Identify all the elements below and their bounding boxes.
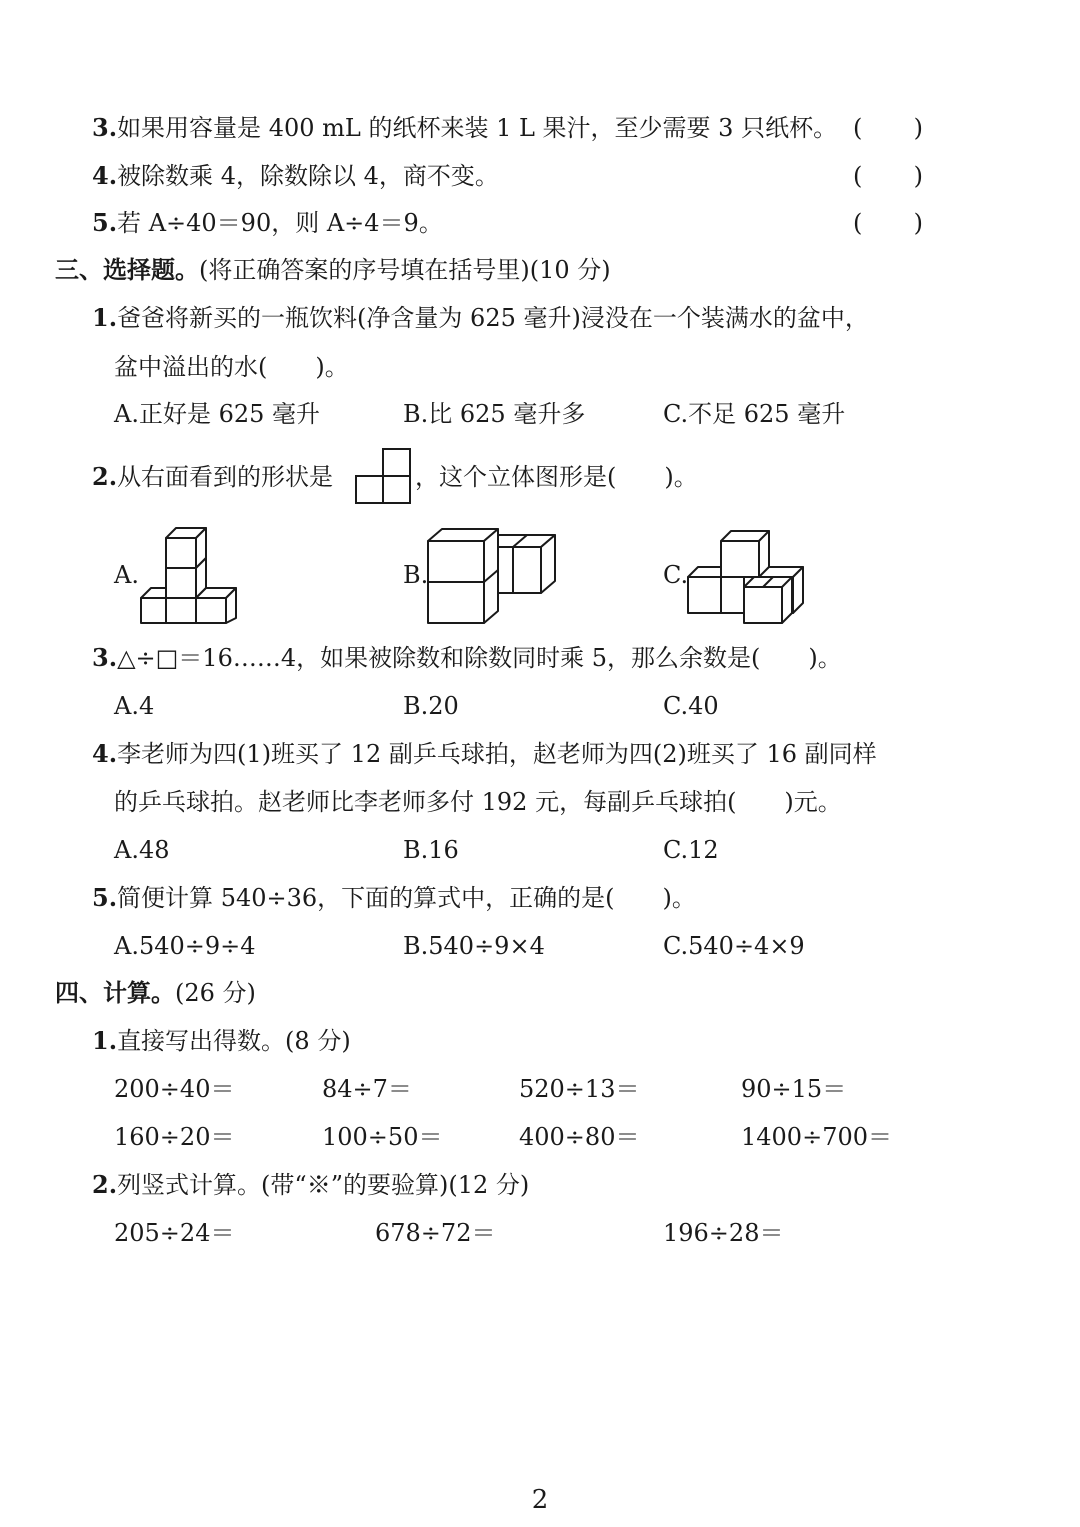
calc-expression: 100÷50＝ <box>322 1123 443 1151</box>
item-number: 5. <box>92 208 118 237</box>
section-title: 四、计算。 <box>55 978 175 1007</box>
choice-q2-line-before <box>92 462 333 492</box>
item-number: 5. <box>92 883 118 912</box>
calc-expression: 196÷28＝ <box>663 1219 784 1247</box>
item-text: 李老师为四(1)班买了 12 副乒乓球拍，赵老师为四(2)班买了 16 副同样 <box>117 740 877 768</box>
judge-item-5 <box>92 208 443 238</box>
section-note: (26 分) <box>175 979 256 1007</box>
section-calc-heading <box>55 978 256 1008</box>
choice-q1-line2: 盆中溢出的水( )。 <box>114 353 349 381</box>
item-number: 2. <box>92 1170 118 1199</box>
cube-stack-c-icon <box>685 525 810 625</box>
choice-q1-option-c[interactable]: C.不足 625 毫升 <box>663 400 846 428</box>
choice-q5-option-a[interactable]: A.540÷9÷4 <box>114 932 256 960</box>
item-number: 4. <box>92 739 118 768</box>
item-text: 爸爸将新买的一瓶饮料(净含量为 625 毫升)浸没在一个装满水的盆中， <box>117 304 869 332</box>
choice-q5-option-c[interactable]: C.540÷4×9 <box>663 932 805 960</box>
item-text: 被除数乘 4，除数除以 4，商不变。 <box>117 162 499 190</box>
calc-expression: 1400÷700＝ <box>741 1123 892 1151</box>
item-text: 从右面看到的形状是 <box>117 463 334 491</box>
close-paren: ) <box>913 114 923 142</box>
calc-expression: 205÷24＝ <box>114 1219 235 1247</box>
section-title: 三、选择题。 <box>55 255 199 284</box>
item-number: 4. <box>92 161 118 190</box>
judge-item-4 <box>92 161 499 191</box>
open-paren: ( <box>853 209 863 237</box>
item-text: 直接写出得数。(8 分) <box>117 1027 351 1055</box>
section-note: (将正确答案的序号填在括号里)(10 分) <box>199 256 611 284</box>
calc-q1-heading <box>92 1026 351 1056</box>
answer-parens[interactable] <box>853 113 923 143</box>
close-paren: ) <box>913 209 923 237</box>
choice-q2-line-after: ，这个立体图形是( )。 <box>415 463 698 491</box>
item-text: △÷□＝16……4，如果被除数和除数同时乘 5，那么余数是( )。 <box>117 644 842 672</box>
answer-parens[interactable] <box>853 208 923 238</box>
cube-stack-a-icon <box>138 525 238 625</box>
item-number: 3. <box>92 643 118 672</box>
choice-q3 <box>92 643 842 673</box>
judge-item-3 <box>92 113 837 143</box>
choice-q1-option-a[interactable]: A.正好是 625 毫升 <box>114 400 321 428</box>
item-number: 1. <box>92 1026 118 1055</box>
choice-q4-line1 <box>92 739 877 769</box>
item-text: 简便计算 540÷36，下面的算式中，正确的是( )。 <box>117 884 696 912</box>
right-view-shape-icon <box>354 447 412 505</box>
choice-q2-option-b[interactable]: B. <box>403 561 429 589</box>
choice-q4-option-a[interactable]: A.48 <box>114 836 170 864</box>
open-paren: ( <box>853 114 863 142</box>
item-number: 1. <box>92 303 118 332</box>
choice-q2-option-c[interactable]: C. <box>663 561 689 589</box>
calc-q2-heading <box>92 1170 529 1200</box>
calc-expression: 84÷7＝ <box>322 1075 412 1103</box>
item-text: 若 A÷40＝90，则 A÷4＝9。 <box>117 209 443 237</box>
item-text: 如果用容量是 400 mL 的纸杯来装 1 L 果汁，至少需要 3 只纸杯。 <box>117 114 838 142</box>
calc-expression: 200÷40＝ <box>114 1075 235 1103</box>
choice-q5-option-b[interactable]: B.540÷9×4 <box>403 932 545 960</box>
choice-q1-option-b[interactable]: B.比 625 毫升多 <box>403 400 586 428</box>
cube-stack-b-icon <box>425 525 560 625</box>
choice-q5 <box>92 883 696 913</box>
answer-parens[interactable] <box>853 161 923 191</box>
close-paren: ) <box>913 162 923 190</box>
item-number: 2. <box>92 462 118 491</box>
calc-expression: 678÷72＝ <box>375 1219 496 1247</box>
item-text: 列竖式计算。(带“※”的要验算)(12 分) <box>117 1171 530 1199</box>
calc-expression: 520÷13＝ <box>519 1075 640 1103</box>
open-paren: ( <box>853 162 863 190</box>
choice-q4-option-b[interactable]: B.16 <box>403 836 459 864</box>
page-number: 2 <box>531 1485 549 1515</box>
choice-q4-option-c[interactable]: C.12 <box>663 836 719 864</box>
choice-q3-option-a[interactable]: A.4 <box>114 692 155 720</box>
calc-expression: 400÷80＝ <box>519 1123 640 1151</box>
choice-q3-option-c[interactable]: C.40 <box>663 692 719 720</box>
calc-expression: 90÷15＝ <box>741 1075 847 1103</box>
calc-expression: 160÷20＝ <box>114 1123 235 1151</box>
item-number: 3. <box>92 113 118 142</box>
choice-q1-line1 <box>92 303 869 333</box>
choice-q4-line2: 的乒乓球拍。赵老师比李老师多付 192 元，每副乒乓球拍( )元。 <box>114 788 842 816</box>
section-choice-heading <box>55 255 611 285</box>
choice-q2-option-a[interactable]: A. <box>114 561 139 589</box>
choice-q3-option-b[interactable]: B.20 <box>403 692 459 720</box>
